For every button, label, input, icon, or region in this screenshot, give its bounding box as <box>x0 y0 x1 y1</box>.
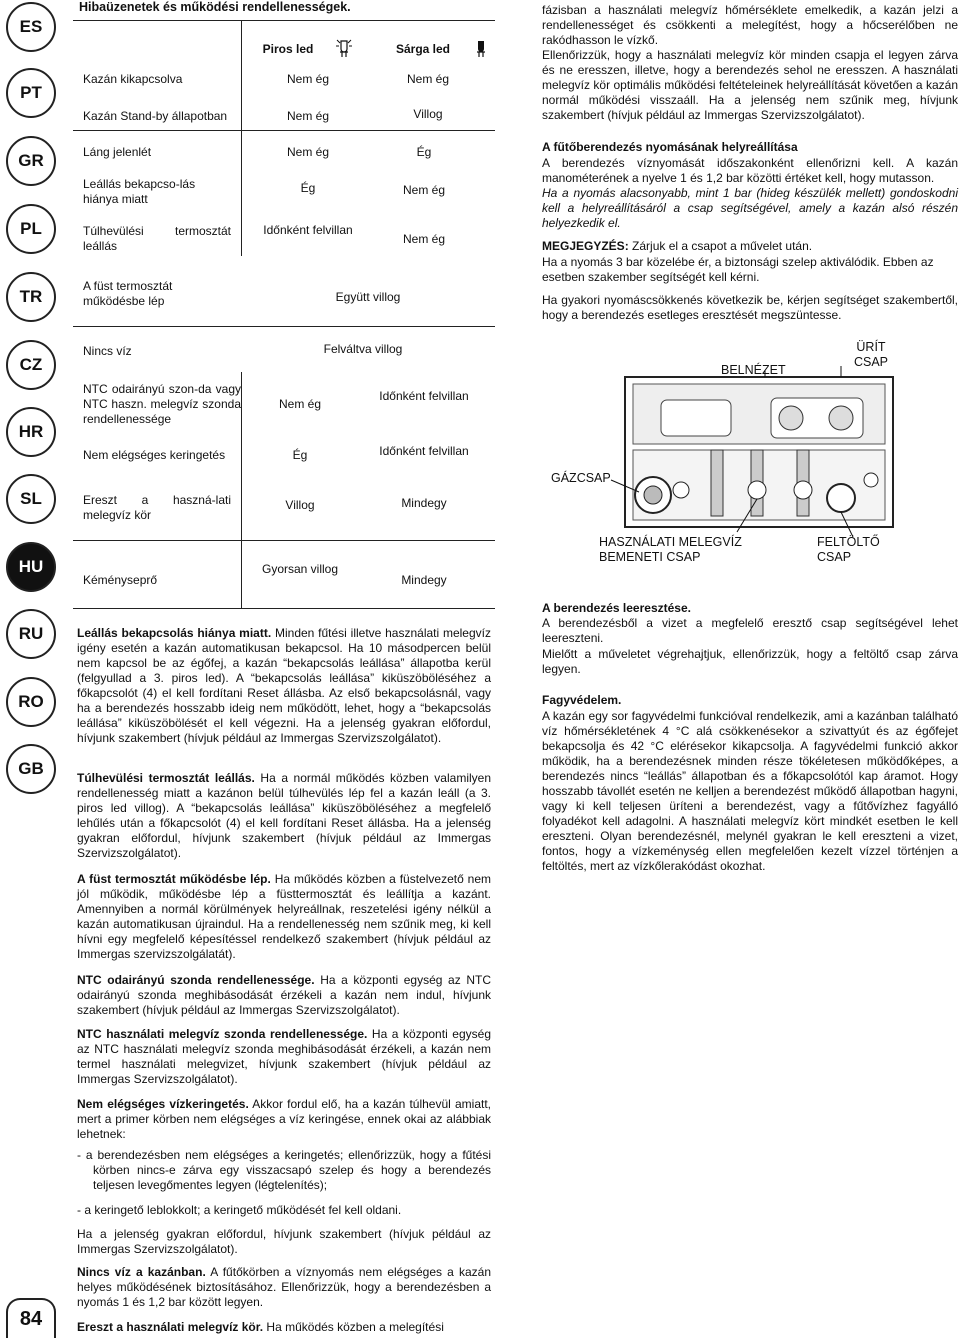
row-label: Ereszt a haszná-lati melegvíz kör <box>83 493 231 522</box>
both-leds-state: Felváltva villog <box>323 342 403 356</box>
bullet-circulation: - a berendezésben nem elégséges a keringetés; ellenőrizzük, hogy a fűtési körben nincs-e zárva egy visszacsapó szelep és hogy a berendezés teljesen levegőmentes legyen (légtelenítés); <box>77 1148 491 1192</box>
heading-frost: Fagyvédelem. <box>542 693 622 707</box>
red-state: Ég <box>292 448 308 462</box>
boiler-bottom-view-diagram <box>541 340 959 575</box>
para-call-service: Ha a jelenség gyakran előfordul, hívjunk szakembert (hívjuk például az Immergas Szervizszolgálatot). <box>77 1227 491 1256</box>
lang-tab-ro[interactable]: RO <box>6 677 56 727</box>
label-dhw-inlet-valve: HASZNÁLATI MELEGVÍZ BEMENETI CSAP <box>599 535 742 564</box>
red-state: Nem ég <box>286 145 330 159</box>
header-red-led: Piros led <box>262 42 314 56</box>
para-no-water: Nincs víz a kazánban. A fűtőkörben a víznyomás nem elégséges a kazán helyes működésének biztosításához. Ellenőrizzük, hogy a berendezésben a nyomás 1 és 1,2 bar között legyen. <box>77 1265 491 1309</box>
yellow-state: Mindegy <box>401 496 447 510</box>
para-dhw-leak-cont: fázisban a használati melegvíz hőmérséklete emelkedik, a kazán jelzi a rendellenességet és csökkenti a melegítést, hogy a hőcserélőben ne rakódhasson le vízkő. <box>542 3 958 47</box>
row-label: Láng jelenlét <box>83 145 152 159</box>
para-ignition-lockout: Leállás bekapcsolás hiánya miatt. Minden fűtési illetve használati melegvíz igény esetén a kazán automatikusan bekapcsol. Ha 10 másodpercen belül nem kapcsol be az égőfej, a kazán “bekapcsolás leállása” állapotba kerül (felgyullad a 3. piros led). A “bekapcsolás leállása” kiküszöböléséhez a főkapcsolót (4) el kell fordítani Reset állásba. Az első bekapcsolásnál, vagy ha a berendezés hosszabb ideig nem működött, lehet, hogy a “bekapcsolás leállása” kiküszöbölését el kell végezni. Ha a jelenség gyakran előfordul, hívjunk szakembert (hívjuk például az Immergas Szervizszolgálatot). <box>77 626 491 745</box>
heading-drain: A berendezés leeresztése. <box>542 601 691 615</box>
row-label: NTC odairányú szon-da vagy NTC haszn. melegvíz szonda rendellenessége <box>83 382 241 426</box>
lang-tab-gb[interactable]: GB <box>6 744 56 794</box>
red-state: Nem ég <box>278 397 322 411</box>
para-dhw-leak: Ereszt a használati melegvíz kör. Ha működés közben a melegítési <box>77 1320 444 1334</box>
para-pressure-2: Ha a nyomás alacsonyabb, mint 1 bar (hideg készülék mellett) gondoskodni kell a helyreállításáról a csap segítségével, amely a kazán alsó részén helyezkedik el. <box>542 186 958 230</box>
para-ntc-dhw: NTC használati melegvíz szonda rendellenessége. Ha a központi egység az NTC használati melegvíz szonda meghibásodását érzékeli, a kazán nem termel használati melegvizet, hívjunk szakembert (hívjuk például az Immergas Szervizszolgálatot). <box>77 1027 491 1086</box>
yellow-state: Nem ég <box>406 72 450 86</box>
red-led-icon <box>336 38 352 63</box>
lang-tab-cz[interactable]: CZ <box>6 340 56 390</box>
page-number: 84 <box>6 1298 56 1338</box>
row-label: Nincs víz <box>83 344 132 358</box>
row-label: Túlhevülési termosztát leállás <box>83 224 231 253</box>
red-state: Villog <box>285 498 315 512</box>
bullet-pump-blocked: - a keringető leblokkolt; a keringető működését fel kell oldani. <box>77 1203 402 1217</box>
red-state: Ég <box>300 181 316 195</box>
red-state: Időnként felvillan <box>263 223 353 237</box>
para-pressure-4: Ha gyakori nyomáscsökkenés következik be, kérjen segítséget szakembertől, hogy a berendezés esetleges eresztését megszüntesse. <box>542 293 958 322</box>
led-status-table <box>73 0 495 610</box>
yellow-state: Nem ég <box>402 183 446 197</box>
para-drain-2: Mielőtt a műveletet végrehajtjuk, ellenőrizzük, hogy a feltöltő csap zárva legyen. <box>542 647 958 676</box>
para-frost: A kazán egy sor fagyvédelmi funkcióval rendelkezik, ami a kazánban található víz hőmérsékletének 4 °C alá csökkenésekor a szivattyút és az égőfejet bekapcsolja és 42 °C elérésekor kikapcsolja. A fagyvédelmi funkció akkor működik, ha a berendezésnek minden része tökéletesen működőképes, a berendezés nincs “leállás” állapotban és a főkapcsolótól kap áramot. Hogy hosszabb távollét esetén ne kelljen a berendezést működő állapotban hagyni, vagy ki kell teljesen üríteni a berendezést, vagy a fűtővízhez fagyálló folyadékot kell adagolni. A használati melegvíz kört mindkét esetben le kell ereszteni. Olyan berendezésnél, melynél gyakran le kell ereszteni a vizet, fontos, hogy a vízkeménység ellen megfelelően kezelt vízzel történjen a feltöltés, mert az vízkőlerakódást okozhat. <box>542 709 958 873</box>
yellow-state: Időnként felvillan <box>379 389 469 403</box>
language-tabs <box>0 0 62 1336</box>
para-circulation: Nem elégséges vízkeringetés. Akkor fordul elő, ha a kazán túlhevül amiatt, mert a primer körben nem elégséges a víz keringése, ennek okai az alábbiak lehetnek: <box>77 1097 491 1141</box>
red-state: Gyorsan villog <box>261 562 339 576</box>
lang-tab-hr[interactable]: HR <box>6 407 56 457</box>
lang-tab-sl[interactable]: SL <box>6 474 56 524</box>
lang-tab-pt[interactable]: PT <box>6 68 56 118</box>
yellow-led-icon <box>475 38 487 63</box>
row-label: Kéményseprő <box>83 573 158 587</box>
label-filling-valve: FELTÖLTŐ CSAP <box>817 535 880 564</box>
lang-tab-hu-active[interactable]: HU <box>6 542 56 592</box>
para-overheat: Túlhevülési termosztát leállás. Ha a normál működés közben valamilyen rendellenesség miatt a kazánon belül túlhevülés lép fel a kazán leáll (a 3. piros led villog). A “bekapcsolás leállása” kiküszöböléséhez a megfelelő lehűlés után a főkapcsolót (4) el kell fordítani Reset állásba. Ha a jelenség gyakran előfordul, hívjunk szakembert (hívjuk például az Immergas Szervizszolgálatot). <box>77 771 491 860</box>
heading-pressure: A fűtőberendezés nyomásának helyreállítása <box>542 140 798 154</box>
yellow-state: Ég <box>416 145 432 159</box>
red-state: Nem ég <box>286 109 330 123</box>
label-gas-valve: GÁZCSAP <box>551 471 611 485</box>
label-bottom-view: BELNÉZET <box>721 363 786 377</box>
lang-tab-gr[interactable]: GR <box>6 136 56 186</box>
para-pressure-3: Ha a nyomás 3 bar közelébe ér, a biztonsági szelep aktiválódik. Ebben az esetben szakember segítségét kell kérni. <box>542 255 934 284</box>
row-label: A füst termosztát működésbe lép <box>83 279 173 308</box>
para-pressure-1: A berendezés víznyomását időszakonként ellenőrizni kell. A kazán manométerének a nyelve 1 és 1,2 bar közötti értéket kell, hogy mutasson. <box>542 156 958 185</box>
yellow-state: Nem ég <box>402 232 446 246</box>
para-ntc-flow: NTC odairányú szonda rendellenessége. Ha a központi egység az NTC odairányú szonda meghibásodását érzékeli a kazán nem indul, hívjunk szakembert (hívjuk például az Immergas Szervizszolgálatot). <box>77 973 491 1017</box>
both-leds-state: Együtt villog <box>335 290 401 304</box>
para-flue-thermostat: A füst termosztát működésbe lép. Ha működés közben a füstelvezető nem jól működik, működésbe lép a füsttermosztát és leállítja a kazánt. Amennyiben a normál körülmények helyreállnak, reszetelési igény nélkül a kazán automatikusan újraindul. Ha a rendellenesség nem szűnik meg, ki kell hívni egy megfelelő képesítéssel rendelkező szakembert (hívjuk például az Immergas szervizszolgálatát). <box>77 872 491 961</box>
lang-tab-pl[interactable]: PL <box>6 204 56 254</box>
lang-tab-tr[interactable]: TR <box>6 272 56 322</box>
yellow-state: Időnként felvillan <box>379 444 469 458</box>
row-label: Kazán kikapcsolva <box>83 72 183 86</box>
lang-tab-es[interactable]: ES <box>6 2 56 52</box>
yellow-state: Mindegy <box>401 573 447 587</box>
para-drain-1: A berendezésből a vizet a megfelelő eresztő csap segítségével lehet leereszteni. <box>542 616 958 645</box>
row-label: Leállás bekapcso-lás hiánya miatt <box>83 177 196 206</box>
table-title: Hibaüzenetek és működési rendellenességek. <box>79 0 351 14</box>
para-note: MEGJEGYZÉS: Zárjuk el a csapot a művelet után. <box>542 239 813 253</box>
label-drain-valve: ÜRÍT CSAP <box>853 340 889 369</box>
header-yellow-led: Sárga led <box>395 42 451 56</box>
row-label: Kazán Stand-by állapotban <box>83 109 228 123</box>
yellow-state: Villog <box>413 107 443 121</box>
red-state: Nem ég <box>286 72 330 86</box>
para-dhw-check: Ellenőrizzük, hogy a használati melegvíz kör minden csapja el legyen zárva és ne eresszen, illetve, hogy a berendezés sehol ne eresszen. A használati melegvíz kör optimális működési feltételeinek helyreállítását követően a kazán normál működési visszaáll. Ha a jelenség nem szűnik meg, hívjunk szakembert (hívjuk például az Immergas Szervizszolgálatot). <box>542 48 958 122</box>
lang-tab-ru[interactable]: RU <box>6 609 56 659</box>
row-label: Nem elégséges keringetés <box>83 448 226 462</box>
